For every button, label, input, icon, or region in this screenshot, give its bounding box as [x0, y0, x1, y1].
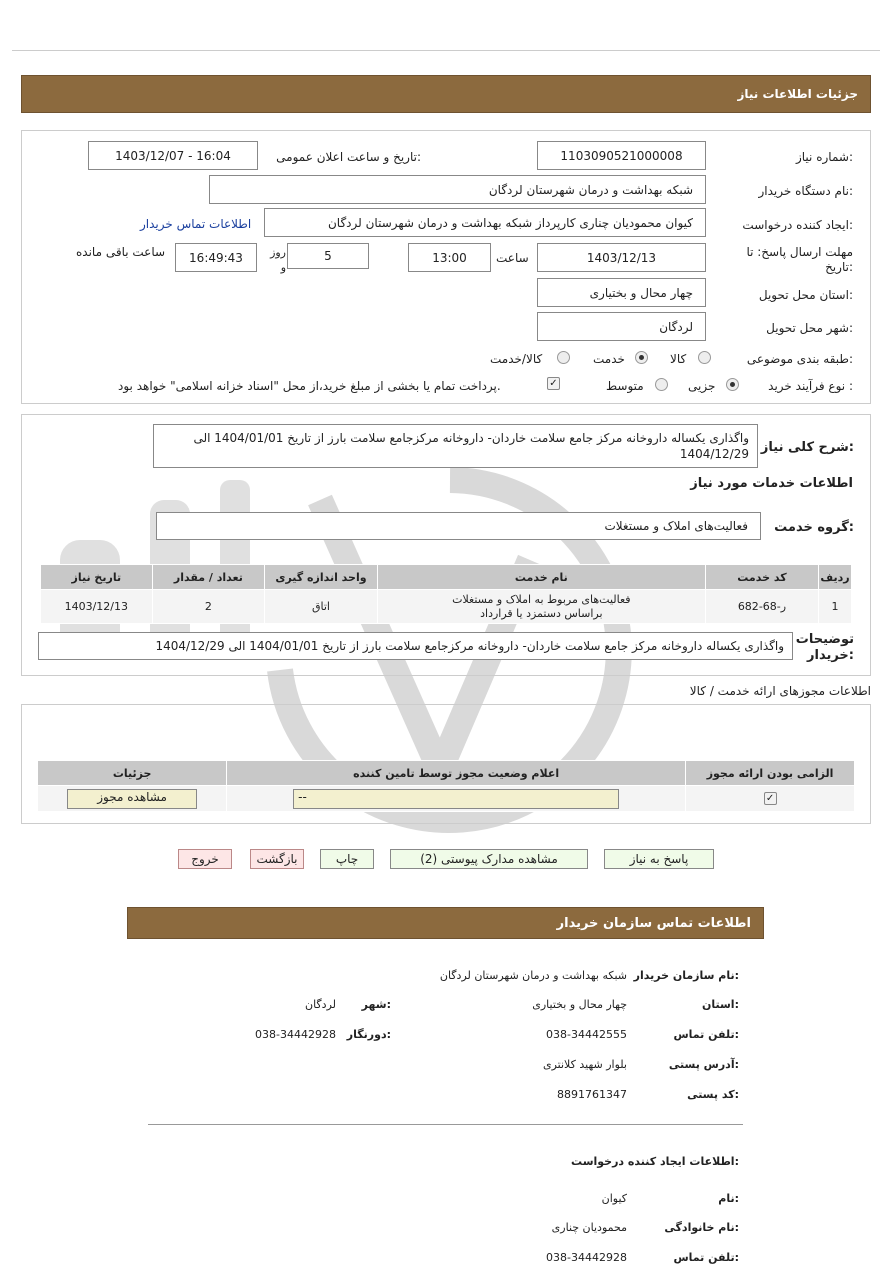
deadline-label: مهلت ارسال پاسخ: تا تاریخ:: [746, 245, 853, 274]
days-label: روز و: [270, 246, 286, 274]
top-divider: [12, 50, 880, 51]
treasury-checkbox[interactable]: ✓: [547, 377, 560, 390]
permit-required-checkbox: ✓: [764, 792, 777, 805]
th-details: جزئیات: [38, 761, 227, 786]
contact-address-label: آدرس پستی:: [668, 1058, 739, 1071]
process-radio-minor[interactable]: [726, 378, 739, 391]
contact-divider: [148, 1124, 743, 1125]
category-radio-both[interactable]: [557, 351, 570, 364]
th-row: ردیف: [819, 565, 852, 590]
contact-postal: 8891761347: [557, 1088, 627, 1101]
permits-table: [37, 760, 855, 812]
contact-org: شبکه بهداشت و درمان شهرستان لردگان: [439, 969, 627, 982]
contact-province-label: استان:: [701, 998, 739, 1011]
permit-status-field[interactable]: --: [293, 789, 619, 809]
contact-fax: 038-34442928: [255, 1028, 336, 1041]
services-table-header: [41, 565, 852, 590]
print-button[interactable]: چاپ: [320, 849, 374, 869]
th-quantity: تعداد / مقدار: [152, 565, 265, 590]
contact-postal-label: کد پستی:: [687, 1088, 739, 1101]
deadline-time-field: 13:00: [408, 243, 491, 272]
buyer-notes-text: واگذاری یکساله داروخانه مرکز جامع سلامت خاردان- داروخانه مرکزجامع سلامت بارز از تاریخ 1404/01/01 الی 1404/12/29: [38, 632, 793, 660]
creator-label: ایجاد کننده درخواست:: [742, 218, 853, 232]
creator-name: کیوان: [601, 1192, 627, 1205]
cell-unit: اتاق: [265, 590, 378, 624]
view-permit-button[interactable]: مشاهده مجوز: [67, 789, 197, 809]
category-radio-goods[interactable]: [698, 351, 711, 364]
table-row: [38, 786, 855, 812]
cell-permit-status: [227, 786, 686, 812]
announce-label: تاریخ و ساعت اعلان عمومی:: [276, 150, 421, 164]
cell-row: 1: [819, 590, 852, 624]
creator-phone: 038-34442928: [546, 1251, 627, 1264]
cell-need-date: 1403/12/13: [41, 590, 153, 624]
contact-city: لردگان: [305, 998, 336, 1011]
category-both-label: کالا/خدمت: [490, 352, 543, 366]
time-label: ساعت: [496, 251, 529, 265]
cell-details: [38, 786, 227, 812]
permits-table-header: [38, 761, 855, 786]
city-field: لردگان: [537, 312, 706, 341]
process-radio-medium[interactable]: [655, 378, 668, 391]
process-minor-label: جزیی: [688, 379, 716, 393]
category-service-label: خدمت: [593, 352, 625, 366]
contact-org-label: نام سازمان خریدار:: [633, 969, 739, 982]
creator-field: کیوان محمودیان چناری کارپرداز شبکه بهداشت و درمان شهرستان لردگان: [264, 208, 706, 237]
contact-city-label: شهر:: [361, 998, 391, 1011]
th-service-name: نام خدمت: [377, 565, 705, 590]
permits-title: اطلاعات مجوزهای ارائه خدمت / کالا: [689, 684, 871, 698]
contact-phone: 038-34442555: [546, 1028, 627, 1041]
buyer-org-label: نام دستگاه خریدار:: [758, 184, 853, 198]
attachments-button[interactable]: مشاهده مدارک پیوستی (2): [390, 849, 588, 869]
creator-name-label: نام:: [718, 1192, 739, 1205]
service-group-label: گروه خدمت:: [774, 520, 854, 535]
province-field: چهار محال و بختیاری: [537, 278, 706, 307]
table-row: [41, 590, 852, 624]
back-button[interactable]: بازگشت: [250, 849, 304, 869]
services-title: اطلاعات خدمات مورد نیاز: [690, 476, 853, 491]
cell-quantity: 2: [152, 590, 265, 624]
th-need-date: تاریخ نیاز: [41, 565, 153, 590]
announce-field: 1403/12/07 - 16:04: [88, 141, 258, 170]
reply-button[interactable]: پاسخ به نیاز: [604, 849, 714, 869]
contact-address: بلوار شهید کلانتری: [543, 1058, 627, 1071]
contact-province: چهار محال و بختیاری: [532, 998, 627, 1011]
th-permit-status: اعلام وضعیت مجوز توسط تامین کننده: [227, 761, 686, 786]
category-goods-label: کالا: [670, 352, 687, 366]
cell-service-code: ر-68-682: [705, 590, 818, 624]
service-group-field: فعالیت‌های املاک و مستغلات: [156, 512, 761, 540]
contact-phone-label: تلفن تماس:: [673, 1028, 739, 1041]
exit-button[interactable]: خروج: [178, 849, 232, 869]
deadline-date-field: 1403/12/13: [537, 243, 706, 272]
cell-service-name: فعالیت‌های مربوط به املاک و مستغلات براساس دستمزد یا قرارداد: [377, 590, 705, 624]
page-title: جزئیات اطلاعات نیاز: [737, 87, 858, 101]
creator-phone-label: تلفن تماس:: [673, 1251, 739, 1264]
remaining-time-field: 16:49:43: [175, 243, 257, 272]
buyer-org-field: شبکه بهداشت و درمان شهرستان لردگان: [209, 175, 706, 204]
buyer-notes-label: توضیحات خریدار:: [795, 632, 854, 663]
description-label: شرح کلی نیاز:: [760, 440, 854, 455]
category-radio-service[interactable]: [635, 351, 648, 364]
city-label: شهر محل تحویل:: [766, 321, 853, 335]
page-header: [21, 75, 871, 113]
description-text: واگذاری یکساله داروخانه مرکز جامع سلامت خاردان- داروخانه مرکزجامع سلامت بارز از تاریخ 1404/01/01 الی 1404/12/29: [153, 424, 758, 468]
creator-family: محمودیان چناری: [551, 1221, 627, 1234]
cell-permit-required: [686, 786, 855, 812]
province-label: استان محل تحویل:: [758, 288, 853, 302]
category-label: طبقه بندی موضوعی:: [746, 352, 853, 366]
process-label: نوع فرآیند خرید :: [768, 379, 853, 393]
days-field: 5: [287, 243, 369, 269]
remaining-label: ساعت باقی مانده: [76, 245, 166, 259]
th-service-code: کد خدمت: [705, 565, 818, 590]
buyer-contact-link[interactable]: اطلاعات تماس خریدار: [140, 217, 252, 231]
creator-family-label: نام خانوادگی:: [664, 1221, 739, 1234]
need-number-label: شماره نیاز:: [795, 150, 853, 164]
contact-header: [127, 907, 764, 939]
th-unit: واحد اندازه گیری: [265, 565, 378, 590]
th-permit-required: الزامی بودن ارائه مجوز: [686, 761, 855, 786]
contact-header-title: اطلاعات تماس سازمان خریدار: [556, 915, 751, 931]
contact-fax-label: دورنگار:: [346, 1028, 391, 1041]
creator-section-title: اطلاعات ایجاد کننده درخواست:: [571, 1155, 739, 1168]
payment-note: پرداخت تمام یا بخشی از مبلغ خرید،از محل "اسناد خزانه اسلامی" خواهد بود.: [118, 379, 501, 393]
process-medium-label: متوسط: [606, 379, 644, 393]
services-table: [40, 564, 852, 624]
need-number-field: 1103090521000008: [537, 141, 706, 170]
